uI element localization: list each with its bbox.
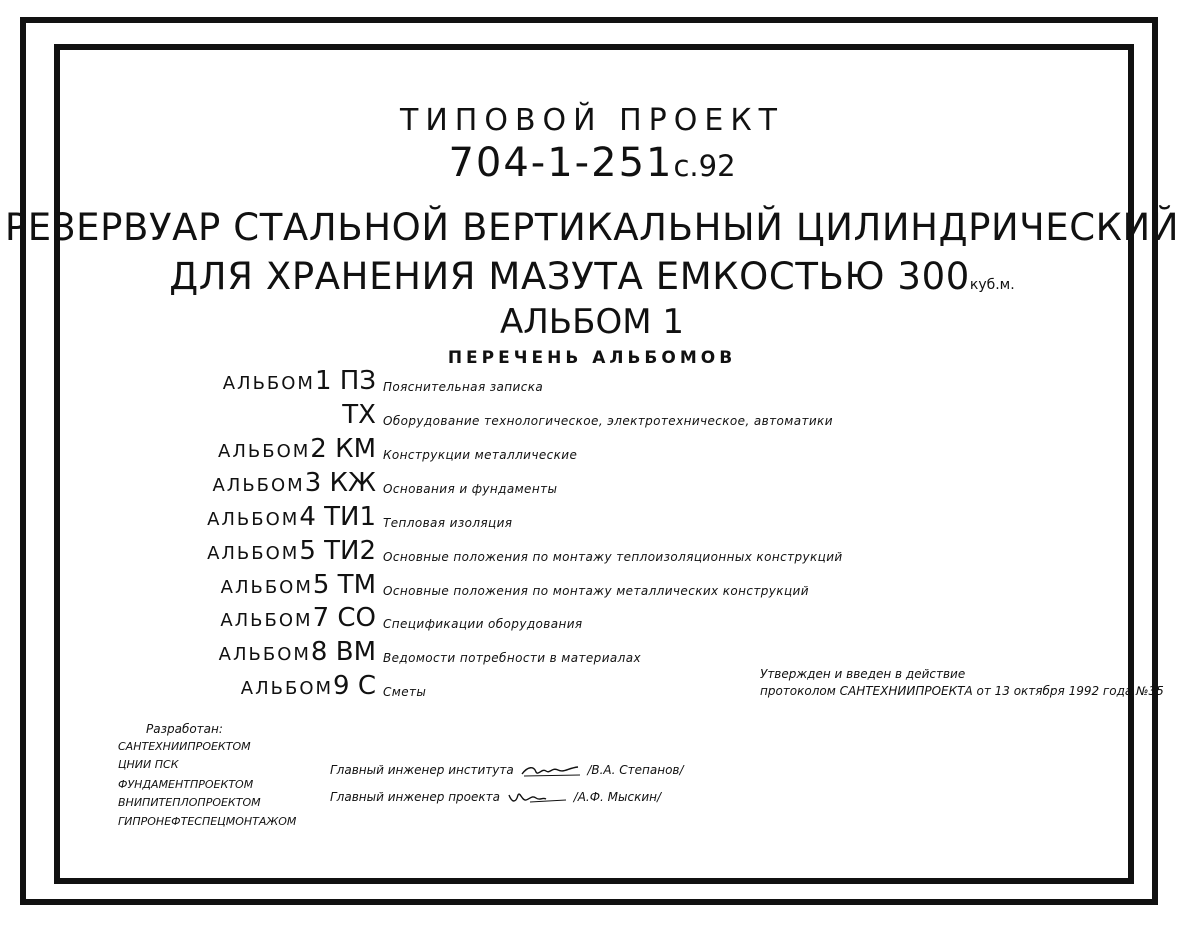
signature-line-chief-engineer-project (330, 789, 661, 807)
album-code: 1 ПЗ (314, 366, 376, 396)
handwritten-signature-icon (520, 762, 582, 780)
signature-name: /В.А. Степанов/ (587, 763, 684, 777)
developer-org: САНТЕХНИИПРОЕКТОМ (118, 740, 251, 753)
album-word: АЛЬБОМ (218, 644, 311, 665)
album-code: 5 ТИ2 (299, 536, 376, 566)
signature-role: Главный инженер проекта (330, 790, 500, 804)
capacity-unit: куб.м. (969, 277, 1015, 293)
album-description: Пояснительная записка (383, 380, 544, 394)
album-description: Основные положения по монтажу металлических конструкций (383, 584, 809, 598)
signature-line-chief-engineer-institute (330, 762, 684, 780)
album-description: Спецификации оборудования (383, 617, 583, 631)
album-row (0, 502, 1184, 536)
project-title-line1: РЕЗЕРВУАР СТАЛЬНОЙ ВЕРТИКАЛЬНЫЙ ЦИЛИНДРИЧЕСКИЙ (4, 206, 1180, 249)
album-code: 3 КЖ (304, 468, 376, 498)
album-row (0, 637, 1184, 671)
album-code: 8 ВМ (310, 637, 376, 667)
album-code: ТХ (342, 400, 376, 430)
album-word: АЛЬБОМ (222, 373, 315, 394)
album-code: 5 ТМ (312, 570, 376, 600)
album-code: 7 СО (312, 603, 376, 633)
project-code (0, 140, 1184, 186)
album-row (0, 400, 1184, 434)
developers-label: Разработан: (146, 722, 223, 736)
album-description: Конструкции металлические (383, 448, 578, 462)
album-row (0, 468, 1184, 502)
developer-org: ФУНДАМЕНТПРОЕКТОМ (118, 778, 254, 791)
album-word: АЛЬБОМ (207, 509, 300, 530)
approval-line2: протоколом САНТЕХНИИПРОЕКТА от 13 октября 1992 года №35 (760, 684, 1164, 698)
project-title-line2 (0, 255, 1184, 298)
album-code: 2 КМ (310, 434, 376, 464)
album-word: АЛЬБОМ (240, 678, 334, 699)
album-code: 9 С (333, 671, 376, 701)
album-word: АЛЬБОМ (218, 441, 311, 462)
album-description: Ведомости потребности в материалах (383, 651, 641, 665)
album-word: АЛЬБОМ (212, 475, 305, 496)
project-code-suffix: с.92 (673, 149, 736, 183)
project-code-main: 704-1-251 (448, 140, 674, 186)
album-row (0, 536, 1184, 570)
album-description: Тепловая изоляция (383, 516, 513, 530)
album-row (0, 434, 1184, 468)
album-word: АЛЬБОМ (220, 610, 313, 631)
developer-org: ЦНИИ ПСК (118, 758, 179, 771)
album-word: АЛЬБОМ (220, 577, 313, 598)
album-description: Оборудование технологическое, электротехническое, автоматики (383, 414, 833, 428)
handwritten-signature-icon (506, 789, 568, 807)
doc-type: ТИПОВОЙ ПРОЕКТ (400, 103, 784, 138)
album-description: Основания и фундаменты (383, 482, 558, 496)
signature-role: Главный инженер института (330, 763, 514, 777)
developer-org: ГИПРОНЕФТЕСПЕЦМОНТАЖОМ (118, 815, 297, 828)
project-title-line2-text: ДЛЯ ХРАНЕНИЯ МАЗУТА ЕМКОСТЬЮ 300 (169, 255, 970, 298)
album-list-header: ПЕРЕЧЕНЬ АЛЬБОМОВ (447, 348, 737, 368)
album-word: АЛЬБОМ (207, 543, 300, 564)
signature-name: /А.Ф. Мыскин/ (573, 790, 662, 804)
album-code: 4 ТИ1 (299, 502, 376, 532)
album-description: Основные положения по монтажу теплоизоляционных конструкций (383, 550, 843, 564)
album-row (0, 603, 1184, 637)
album-title: АЛЬБОМ 1 (499, 302, 684, 342)
album-row (0, 366, 1184, 400)
album-row (0, 570, 1184, 604)
developer-org: ВНИПИТЕПЛОПРОЕКТОМ (118, 796, 261, 809)
album-description: Сметы (383, 685, 427, 699)
approval-line1: Утвержден и введен в действие (760, 667, 966, 681)
